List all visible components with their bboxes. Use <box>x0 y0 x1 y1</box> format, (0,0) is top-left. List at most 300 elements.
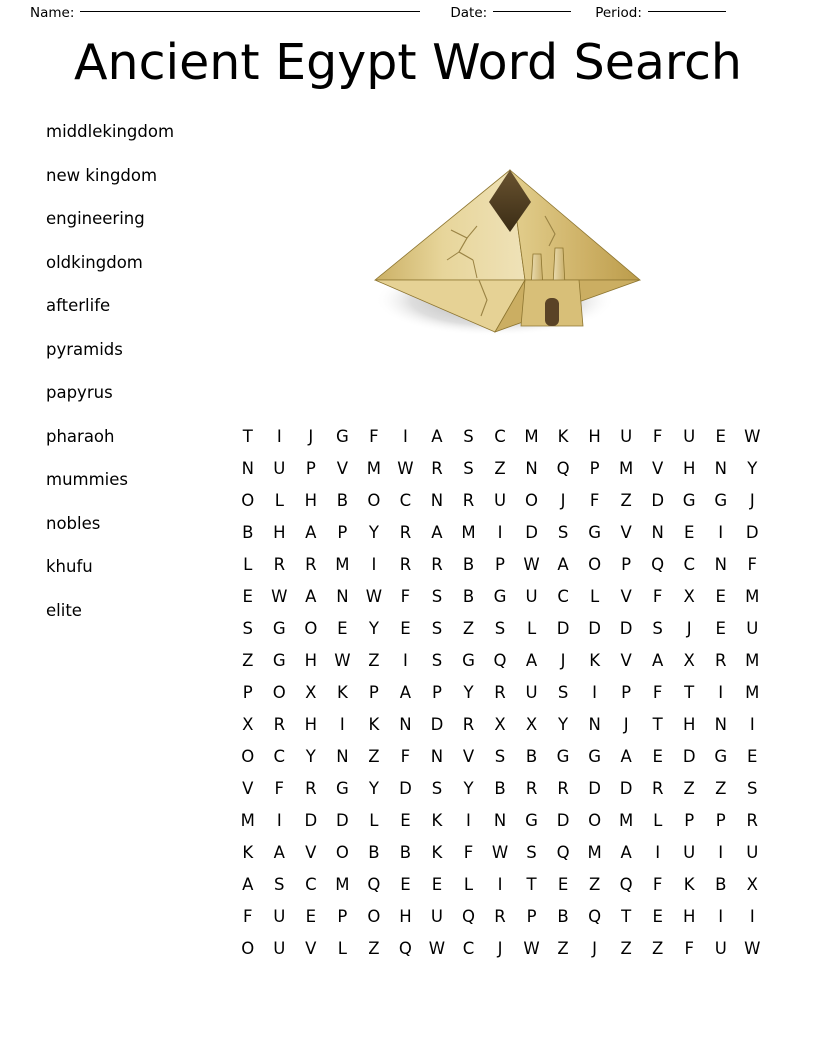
grid-cell[interactable]: K <box>431 842 443 862</box>
grid-cell[interactable]: D <box>525 522 538 542</box>
grid-cell[interactable]: C <box>494 426 506 446</box>
grid-cell[interactable]: A <box>620 842 632 862</box>
period-write-line[interactable] <box>648 11 726 12</box>
grid-cell[interactable]: I <box>371 554 377 574</box>
grid-cell[interactable]: I <box>402 426 408 446</box>
grid-cell[interactable]: X <box>494 714 506 734</box>
grid-cell[interactable]: B <box>336 490 349 510</box>
grid-cell[interactable]: H <box>399 906 412 926</box>
grid-cell[interactable]: I <box>276 426 282 446</box>
grid-cell[interactable]: D <box>556 618 570 638</box>
grid-cell[interactable]: N <box>525 458 538 478</box>
grid-cell[interactable]: Y <box>368 522 379 542</box>
grid-cell[interactable]: F <box>652 426 663 446</box>
grid-cell[interactable]: N <box>714 554 727 574</box>
grid-cell[interactable]: D <box>588 778 601 798</box>
grid-cell[interactable]: E <box>557 874 569 894</box>
grid-cell[interactable]: F <box>589 490 600 510</box>
grid-cell[interactable]: W <box>397 458 414 478</box>
grid-cell[interactable]: E <box>400 810 411 830</box>
grid-cell[interactable]: V <box>462 746 475 766</box>
grid-cell[interactable]: J <box>560 650 566 670</box>
grid-cell[interactable]: R <box>305 554 317 574</box>
grid-cell[interactable]: K <box>683 874 695 894</box>
grid-cell[interactable]: V <box>336 458 348 478</box>
grid-cell[interactable]: E <box>242 586 253 606</box>
grid-cell[interactable]: H <box>304 650 318 670</box>
grid-cell[interactable]: Q <box>619 874 633 894</box>
grid-cell[interactable]: M <box>745 650 760 670</box>
grid-cell[interactable]: I <box>592 682 598 702</box>
grid-cell[interactable]: K <box>336 682 348 702</box>
grid-cell[interactable]: R <box>494 906 506 926</box>
grid-cell[interactable]: I <box>749 906 755 926</box>
grid-cell[interactable]: P <box>431 682 442 702</box>
grid-cell[interactable]: D <box>619 618 633 638</box>
grid-cell[interactable]: W <box>744 426 761 446</box>
grid-cell[interactable]: G <box>714 746 728 766</box>
grid-cell[interactable]: E <box>400 874 411 894</box>
grid-cell[interactable]: F <box>400 746 411 766</box>
grid-cell[interactable]: Z <box>242 650 254 670</box>
grid-row <box>232 580 768 612</box>
grid-cell[interactable]: M <box>745 682 760 702</box>
grid-cell[interactable]: B <box>715 874 727 894</box>
grid-cell[interactable]: E <box>652 746 663 766</box>
name-write-line[interactable] <box>80 11 420 12</box>
grid-cell[interactable]: B <box>494 778 506 798</box>
grid-cell[interactable]: G <box>462 650 475 670</box>
grid-cell[interactable]: U <box>525 682 538 702</box>
grid-cell[interactable]: A <box>242 874 254 894</box>
grid-cell[interactable]: K <box>589 650 601 670</box>
grid-cell[interactable]: D <box>745 522 759 542</box>
grid-cell[interactable]: G <box>525 810 538 830</box>
grid-cell[interactable]: D <box>430 714 444 734</box>
grid-cell[interactable]: F <box>747 554 758 574</box>
grid-cell[interactable]: H <box>588 426 601 446</box>
grid-cell[interactable]: Y <box>463 682 474 702</box>
grid-cell[interactable]: N <box>336 746 349 766</box>
grid-cell[interactable]: U <box>273 938 286 958</box>
grid-cell[interactable]: Z <box>715 778 727 798</box>
grid-cell[interactable]: A <box>305 522 317 542</box>
grid-cell[interactable]: B <box>399 842 412 862</box>
grid-cell[interactable]: I <box>718 522 724 542</box>
grid-cell[interactable]: N <box>399 714 412 734</box>
grid-cell[interactable]: V <box>305 842 317 862</box>
grid-cell[interactable]: P <box>589 458 600 478</box>
grid-cell[interactable]: V <box>620 522 632 542</box>
grid-cell[interactable]: K <box>368 714 380 734</box>
grid-cell[interactable]: E <box>715 618 726 638</box>
grid-cell[interactable]: W <box>365 586 383 606</box>
grid-cell[interactable]: S <box>494 746 506 766</box>
grid-cell[interactable]: F <box>369 426 379 446</box>
grid-cell[interactable]: O <box>335 842 349 862</box>
grid-cell[interactable]: L <box>653 810 663 830</box>
grid-cell[interactable]: A <box>431 522 443 542</box>
grid-cell[interactable]: X <box>525 714 538 734</box>
grid-cell[interactable]: S <box>431 586 443 606</box>
grid-cell[interactable]: U <box>620 426 633 446</box>
grid-cell[interactable]: C <box>399 490 412 510</box>
grid-cell[interactable]: R <box>557 778 569 798</box>
grid-cell[interactable]: J <box>749 490 755 510</box>
grid-cell[interactable]: Q <box>461 906 475 926</box>
grid-cell[interactable]: C <box>305 874 317 894</box>
grid-cell[interactable]: Q <box>588 906 602 926</box>
grid-cell[interactable]: B <box>525 746 538 766</box>
grid-cell[interactable]: Q <box>556 458 570 478</box>
grid-cell[interactable]: K <box>242 842 254 862</box>
grid-cell[interactable]: I <box>718 682 724 702</box>
grid-cell[interactable]: P <box>715 810 726 830</box>
grid-cell[interactable]: N <box>493 810 507 830</box>
grid-cell[interactable]: H <box>273 522 286 542</box>
grid-cell[interactable]: C <box>273 746 286 766</box>
grid-cell[interactable]: N <box>336 586 349 606</box>
grid-cell[interactable]: Z <box>368 650 380 670</box>
grid-cell[interactable]: I <box>749 714 755 734</box>
grid-cell[interactable]: S <box>463 426 474 446</box>
grid-cell[interactable]: Y <box>747 458 758 478</box>
grid-cell[interactable]: P <box>337 522 348 542</box>
grid-cell[interactable]: J <box>686 618 692 638</box>
grid-cell[interactable]: Z <box>368 746 380 766</box>
grid-cell[interactable]: P <box>305 458 316 478</box>
grid-cell[interactable]: N <box>714 714 727 734</box>
grid-cell[interactable]: H <box>682 714 696 734</box>
grid-cell[interactable]: A <box>399 682 412 702</box>
grid-cell[interactable]: G <box>556 746 570 766</box>
grid-cell[interactable]: M <box>240 810 255 830</box>
grid-cell[interactable]: G <box>272 650 286 670</box>
grid-cell[interactable]: B <box>462 554 475 574</box>
grid-cell[interactable]: O <box>272 682 286 702</box>
grid-cell[interactable]: W <box>428 938 446 958</box>
grid-cell[interactable]: I <box>339 714 345 734</box>
grid-cell[interactable]: A <box>557 554 569 574</box>
grid-row <box>232 676 768 708</box>
grid-cell[interactable]: S <box>431 778 443 798</box>
grid-cell[interactable]: F <box>243 906 253 926</box>
grid-cell[interactable]: W <box>334 650 351 670</box>
grid-cell[interactable]: F <box>400 586 411 606</box>
grid-cell[interactable]: N <box>430 746 444 766</box>
grid-cell[interactable]: V <box>620 586 632 606</box>
grid-cell[interactable]: S <box>557 682 569 702</box>
grid-cell[interactable]: X <box>305 682 317 702</box>
grid-cell[interactable]: Q <box>398 938 412 958</box>
grid-cell[interactable]: F <box>463 842 474 862</box>
grid-cell[interactable]: Z <box>557 938 569 958</box>
grid-cell[interactable]: T <box>621 906 632 926</box>
grid-cell[interactable]: T <box>652 714 663 734</box>
grid-cell[interactable]: H <box>682 458 696 478</box>
grid-cell[interactable]: A <box>305 586 317 606</box>
grid-cell[interactable]: P <box>526 906 537 926</box>
grid-cell[interactable]: D <box>651 490 665 510</box>
grid-cell[interactable]: X <box>683 650 695 670</box>
grid-cell[interactable]: T <box>526 874 537 894</box>
grid-cell[interactable]: K <box>431 810 443 830</box>
grid-cell[interactable]: Y <box>305 746 316 766</box>
grid-cell[interactable]: U <box>430 906 443 926</box>
grid-cell[interactable]: A <box>273 842 285 862</box>
grid-cell[interactable]: D <box>588 618 601 638</box>
word-list-item: pharaoh <box>46 426 115 446</box>
grid-cell[interactable]: I <box>276 810 282 830</box>
grid-cell[interactable]: P <box>242 682 253 702</box>
grid-cell[interactable]: P <box>368 682 379 702</box>
grid-cell[interactable]: U <box>683 426 696 446</box>
grid-cell[interactable]: G <box>493 586 507 606</box>
grid-cell[interactable]: Q <box>493 650 507 670</box>
grid-cell[interactable]: B <box>242 522 254 542</box>
grid-cell[interactable]: O <box>525 490 539 510</box>
grid-cell[interactable]: S <box>274 874 285 894</box>
grid-cell[interactable]: J <box>560 490 566 510</box>
word-search-grid[interactable] <box>232 420 768 964</box>
grid-cell[interactable]: W <box>744 938 761 958</box>
grid-cell[interactable]: O <box>588 554 602 574</box>
grid-cell[interactable]: E <box>683 522 695 542</box>
grid-cell[interactable]: Z <box>462 618 475 638</box>
grid-cell[interactable]: U <box>683 842 696 862</box>
grid-cell[interactable]: J <box>308 426 314 446</box>
grid-cell[interactable]: Z <box>588 874 601 894</box>
grid-cell[interactable]: M <box>335 554 350 574</box>
grid-cell[interactable]: L <box>590 586 600 606</box>
grid-cell[interactable]: M <box>461 522 476 542</box>
grid-cell[interactable]: G <box>588 746 601 766</box>
grid-cell[interactable]: L <box>526 618 537 638</box>
grid-cell[interactable]: I <box>718 906 724 926</box>
grid-cell[interactable]: D <box>336 810 349 830</box>
grid-cell[interactable]: Q <box>651 554 665 574</box>
grid-cell[interactable]: R <box>399 522 412 542</box>
grid-cell[interactable]: C <box>462 938 475 958</box>
grid-cell[interactable]: L <box>463 874 474 894</box>
grid-cell[interactable]: E <box>652 906 663 926</box>
grid-cell[interactable]: H <box>304 714 318 734</box>
grid-cell[interactable]: J <box>623 714 629 734</box>
grid-cell[interactable]: D <box>619 778 633 798</box>
grid-cell[interactable]: R <box>462 714 475 734</box>
grid-cell[interactable]: Y <box>368 618 379 638</box>
grid-cell[interactable]: P <box>495 554 505 574</box>
grid-cell[interactable]: P <box>621 554 632 574</box>
grid-cell[interactable]: E <box>305 906 317 926</box>
grid-cell[interactable]: M <box>619 458 634 478</box>
grid-cell[interactable]: Y <box>463 778 474 798</box>
grid-cell[interactable]: J <box>497 938 503 958</box>
grid-cell[interactable]: R <box>494 682 506 702</box>
grid-cell[interactable]: F <box>684 938 694 958</box>
grid-cell[interactable]: Q <box>556 842 570 862</box>
grid-cell[interactable]: B <box>462 586 475 606</box>
grid-cell[interactable]: G <box>335 426 349 446</box>
grid-cell[interactable]: Z <box>620 938 632 958</box>
grid-cell[interactable]: U <box>273 906 286 926</box>
grid-cell[interactable]: U <box>273 458 286 478</box>
grid-cell[interactable]: G <box>714 490 728 510</box>
grid-cell[interactable]: N <box>588 714 601 734</box>
grid-cell[interactable]: U <box>746 618 759 638</box>
grid-cell[interactable]: G <box>272 618 286 638</box>
grid-cell[interactable]: X <box>242 714 254 734</box>
grid-cell[interactable]: G <box>682 490 696 510</box>
grid-cell[interactable]: W <box>523 938 540 958</box>
grid-cell[interactable]: I <box>497 522 503 542</box>
grid-cell[interactable]: U <box>746 842 759 862</box>
grid-cell[interactable]: E <box>431 874 443 894</box>
grid-cell[interactable]: L <box>274 490 284 510</box>
grid-cell[interactable]: M <box>366 458 382 478</box>
grid-cell[interactable]: M <box>335 874 350 894</box>
grid-cell[interactable]: M <box>524 426 539 446</box>
grid-cell[interactable]: E <box>747 746 758 766</box>
grid-cell[interactable]: N <box>241 458 254 478</box>
grid-cell[interactable]: D <box>682 746 696 766</box>
grid-row <box>232 868 768 900</box>
grid-cell[interactable]: V <box>620 650 632 670</box>
grid-cell[interactable]: Z <box>620 490 632 510</box>
grid-cell[interactable]: K <box>557 426 569 446</box>
grid-cell[interactable]: R <box>431 554 443 574</box>
grid-cell[interactable]: I <box>497 874 503 894</box>
grid-cell[interactable]: U <box>493 490 507 510</box>
grid-cell[interactable]: I <box>718 842 724 862</box>
grid-cell[interactable]: F <box>652 586 663 606</box>
grid-cell[interactable]: Z <box>683 778 695 798</box>
grid-cell[interactable]: X <box>746 874 758 894</box>
grid-cell[interactable]: S <box>526 842 537 862</box>
grid-cell[interactable]: T <box>684 682 695 702</box>
grid-cell[interactable]: O <box>241 746 255 766</box>
grid-cell[interactable]: P <box>684 810 695 830</box>
grid-cell[interactable]: E <box>400 618 411 638</box>
grid-cell[interactable]: A <box>431 426 443 446</box>
grid-cell[interactable]: L <box>369 810 379 830</box>
grid-cell[interactable]: N <box>430 490 444 510</box>
grid-cell[interactable]: X <box>683 586 695 606</box>
grid-cell[interactable]: V <box>652 458 664 478</box>
grid-cell[interactable]: R <box>651 778 664 798</box>
grid-cell[interactable]: S <box>652 618 663 638</box>
grid-cell[interactable]: Z <box>652 938 664 958</box>
grid-cell[interactable]: O <box>588 810 602 830</box>
grid-cell[interactable]: G <box>588 522 601 542</box>
grid-cell[interactable]: D <box>399 778 412 798</box>
grid-cell[interactable]: G <box>335 778 349 798</box>
grid-cell[interactable]: B <box>557 906 569 926</box>
grid-cell[interactable]: L <box>243 554 253 574</box>
grid-cell[interactable]: H <box>304 490 318 510</box>
grid-cell[interactable]: A <box>525 650 538 670</box>
grid-cell[interactable]: M <box>745 586 760 606</box>
date-label: Date: <box>450 5 488 21</box>
grid-cell[interactable]: W <box>271 586 288 606</box>
grid-cell[interactable]: S <box>463 458 474 478</box>
grid-cell[interactable]: W <box>523 554 540 574</box>
grid-cell[interactable]: P <box>621 682 632 702</box>
grid-cell[interactable]: Z <box>494 458 506 478</box>
temple-entrance <box>545 298 559 326</box>
grid-cell[interactable]: F <box>652 682 663 702</box>
grid-cell[interactable]: O <box>241 938 255 958</box>
grid-cell[interactable]: F <box>652 874 663 894</box>
grid-cell[interactable]: R <box>431 458 443 478</box>
grid-cell[interactable]: R <box>305 778 317 798</box>
grid-cell[interactable]: D <box>304 810 318 830</box>
date-write-line[interactable] <box>493 11 571 12</box>
grid-cell[interactable]: D <box>556 810 570 830</box>
grid-cell[interactable]: S <box>431 650 443 670</box>
grid-cell[interactable]: I <box>402 650 408 670</box>
grid-cell[interactable]: R <box>525 778 538 798</box>
grid-cell[interactable]: J <box>592 938 598 958</box>
grid-cell[interactable]: R <box>715 650 727 670</box>
grid-cell[interactable]: I <box>466 810 471 830</box>
grid-cell[interactable]: U <box>714 938 727 958</box>
grid-cell[interactable]: Q <box>367 874 381 894</box>
grid-cell[interactable]: E <box>715 426 726 446</box>
grid-cell[interactable]: E <box>715 586 726 606</box>
grid-cell[interactable]: Y <box>558 714 569 734</box>
grid-cell[interactable]: R <box>746 810 758 830</box>
grid-row <box>232 548 768 580</box>
grid-cell[interactable]: S <box>747 778 758 798</box>
grid-cell[interactable]: Y <box>368 778 379 798</box>
grid-cell[interactable]: H <box>682 906 696 926</box>
grid-cell[interactable]: N <box>651 522 664 542</box>
grid-cell[interactable]: M <box>587 842 602 862</box>
grid-cell[interactable]: A <box>620 746 632 766</box>
grid-cell[interactable]: Z <box>368 938 380 958</box>
grid-cell[interactable]: B <box>368 842 380 862</box>
grid-cell[interactable]: O <box>367 490 381 510</box>
grid-cell[interactable]: I <box>655 842 661 862</box>
grid-cell[interactable]: L <box>337 938 347 958</box>
grid-cell[interactable]: R <box>273 554 286 574</box>
grid-cell[interactable]: S <box>557 522 569 542</box>
grid-cell[interactable]: O <box>304 618 318 638</box>
grid-cell[interactable]: E <box>337 618 348 638</box>
grid-cell[interactable]: O <box>241 490 255 510</box>
grid-cell[interactable]: A <box>652 650 664 670</box>
grid-cell[interactable]: S <box>242 618 253 638</box>
grid-cell[interactable]: T <box>242 426 253 446</box>
grid-cell[interactable]: V <box>305 938 317 958</box>
grid-cell[interactable]: N <box>714 458 727 478</box>
grid-cell[interactable]: S <box>431 618 443 638</box>
grid-cell[interactable]: F <box>274 778 285 798</box>
grid-cell[interactable]: S <box>494 618 506 638</box>
grid-cell[interactable]: C <box>683 554 695 574</box>
grid-cell[interactable]: P <box>337 906 348 926</box>
grid-cell[interactable]: V <box>242 778 254 798</box>
grid-cell[interactable]: R <box>273 714 286 734</box>
grid-cell[interactable]: R <box>399 554 412 574</box>
grid-cell[interactable]: C <box>557 586 569 606</box>
grid-cell[interactable]: W <box>491 842 509 862</box>
grid-cell[interactable]: O <box>367 906 381 926</box>
grid-cell[interactable]: M <box>619 810 634 830</box>
grid-cell[interactable]: U <box>525 586 538 606</box>
grid-cell[interactable]: R <box>462 490 475 510</box>
